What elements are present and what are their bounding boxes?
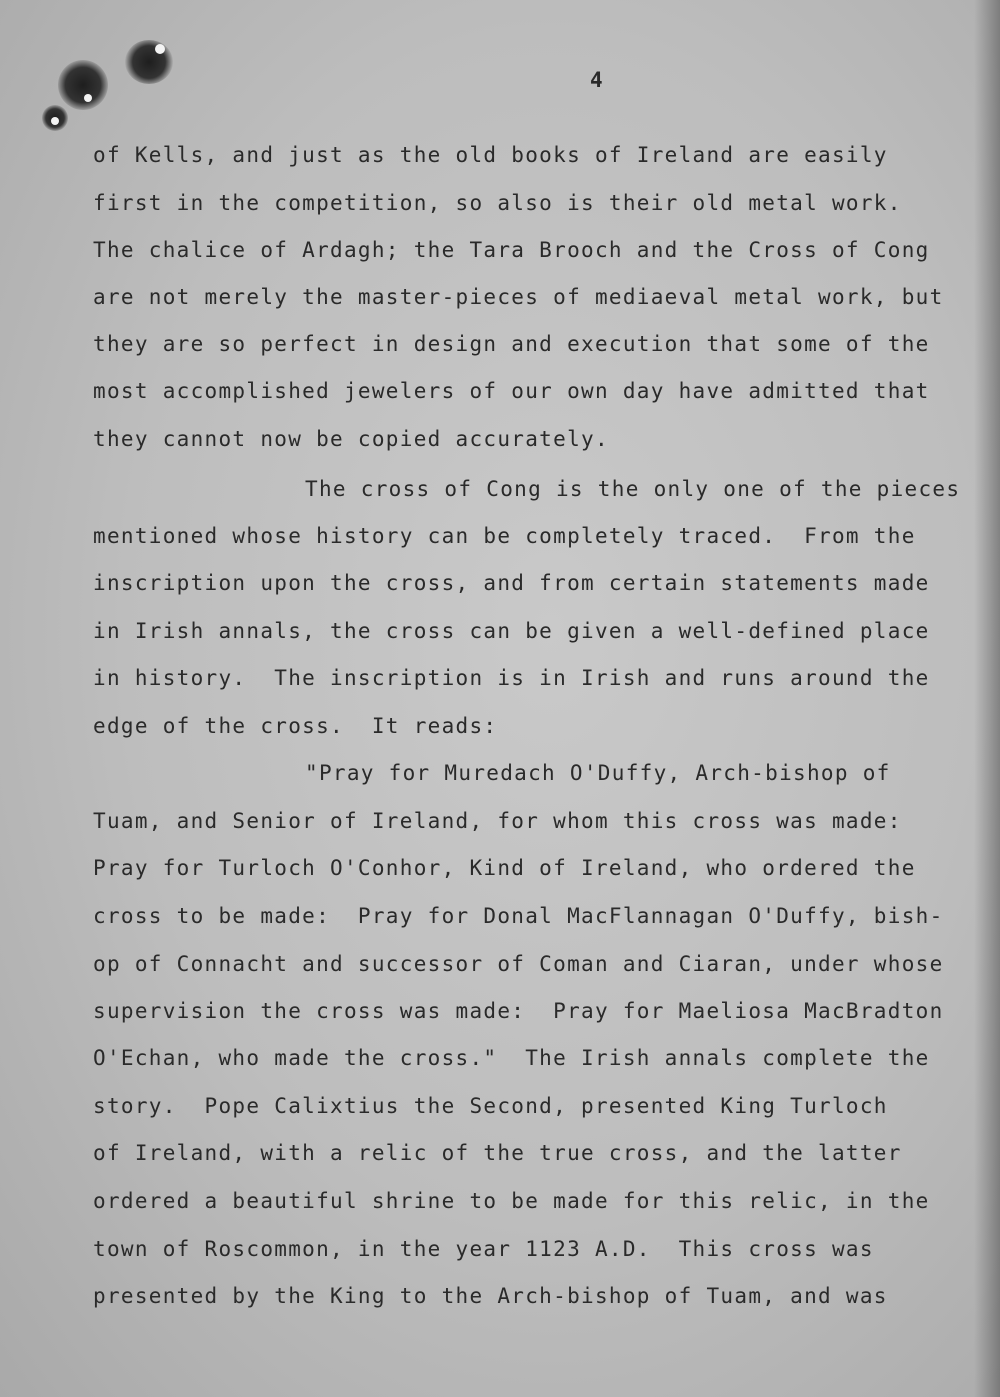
- text-line: The cross of Cong is the only one of the pieces: [305, 477, 961, 501]
- text-line: op of Connacht and successor of Coman and Ciaran, under whose: [93, 952, 944, 976]
- text-line: they cannot now be copied accurately.: [93, 427, 609, 451]
- text-line: most accomplished jewelers of our own day have admitted that: [93, 379, 930, 403]
- text-line: O'Echan, who made the cross." The Irish annals complete the: [93, 1046, 930, 1070]
- text-line: supervision the cross was made: Pray for Maeliosa MacBradton: [93, 999, 944, 1023]
- text-line: of Kells, and just as the old books of Ireland are easily: [93, 143, 888, 167]
- text-line: are not merely the master-pieces of mediaeval metal work, but: [93, 285, 944, 309]
- text-line: edge of the cross. It reads:: [93, 714, 498, 738]
- punch-hole: [84, 94, 92, 102]
- text-line: inscription upon the cross, and from certain statements made: [93, 571, 930, 595]
- text-line: "Pray for Muredach O'Duffy, Arch-bishop of: [305, 761, 891, 785]
- page-edge-shadow: [974, 0, 1000, 1397]
- text-line: The chalice of Ardagh; the Tara Brooch and the Cross of Cong: [93, 238, 930, 262]
- text-line: in history. The inscription is in Irish and runs around the: [93, 666, 930, 690]
- punch-hole: [155, 44, 165, 54]
- text-line: in Irish annals, the cross can be given a well-defined place: [93, 619, 930, 643]
- punch-hole: [51, 117, 59, 125]
- text-line: they are so perfect in design and execution that some of the: [93, 332, 930, 356]
- ink-smudge: [125, 40, 173, 84]
- text-line: cross to be made: Pray for Donal MacFlannagan O'Duffy, bish-: [93, 904, 944, 928]
- text-line: presented by the King to the Arch-bishop of Tuam, and was: [93, 1284, 888, 1308]
- text-line: first in the competition, so also is their old metal work.: [93, 191, 902, 215]
- text-line: story. Pope Calixtius the Second, presented King Turloch: [93, 1094, 888, 1118]
- text-line: town of Roscommon, in the year 1123 A.D. This cross was: [93, 1237, 874, 1261]
- page-number: 4: [590, 68, 603, 92]
- text-line: ordered a beautiful shrine to be made for this relic, in the: [93, 1189, 930, 1213]
- text-line: Pray for Turloch O'Conhor, Kind of Ireland, who ordered the: [93, 856, 916, 880]
- text-line: mentioned whose history can be completely traced. From the: [93, 524, 916, 548]
- text-line: Tuam, and Senior of Ireland, for whom this cross was made:: [93, 809, 902, 833]
- ink-smudge: [58, 60, 108, 110]
- text-line: of Ireland, with a relic of the true cross, and the latter: [93, 1141, 902, 1165]
